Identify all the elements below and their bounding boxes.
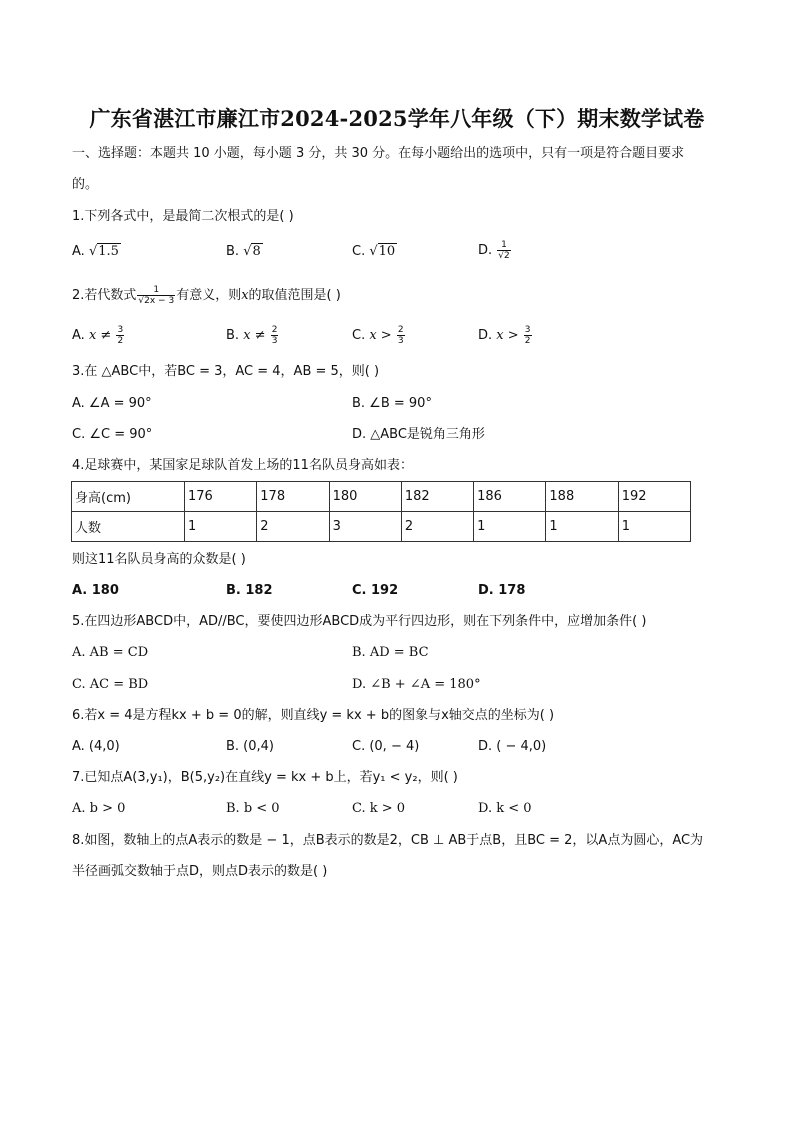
table-cell: 180 [329, 482, 401, 512]
table-cell: 1 [185, 512, 257, 542]
height-table [71, 481, 691, 542]
q5-option-c: C. AC = BD [72, 677, 149, 692]
q7-option-b: B. b < 0 [226, 801, 280, 816]
q1-option-a [72, 244, 121, 260]
fraction: $\frac{2}{3}$ [271, 325, 278, 346]
option-letter: A. [72, 244, 89, 259]
q3-option-d: D. △ABC是锐角三角形 [352, 427, 485, 442]
q3-option-b: B. ∠B = 90° [352, 396, 432, 411]
q2-option-d: D. x > $\frac{3}{2}$ [478, 325, 531, 346]
q6-option-a: A. (4,0) [72, 739, 120, 754]
q4-option-b: B. 182 [226, 583, 273, 598]
q4-option-c: C. 192 [352, 583, 399, 598]
q6-option-b: B. (0,4) [226, 739, 275, 754]
table-cell: 182 [401, 482, 473, 512]
fraction: $\frac{3}{2}$ [117, 325, 124, 346]
sqrt-expression: √10 [369, 244, 396, 259]
option-letter: B. [226, 244, 244, 259]
sqrt-expression: √8 [243, 244, 261, 259]
q2-option-a: A. x ≠ $\frac{3}{2}$ [72, 325, 124, 346]
q6-stem: 6.若x = 4是方程kx + b = 0的解，则直线y = kx + b的图象与x轴交点的坐标为( ) [72, 708, 555, 723]
q7-stem: 7.已知点A(3,y₁)，B(5,y₂)在直线y = kx + b上，若y₁ < y₂，则( ) [72, 770, 458, 785]
q1-option-b [226, 244, 263, 260]
fraction: $\frac{3}{2}$ [524, 325, 531, 346]
table-cell: 身高(cm) [72, 482, 185, 512]
q8-stem: 8.如图，数轴上的点A表示的数是 − 1，点B表示的数是2，CB ⊥ AB于点B，且BC = 2，以A点为圆心，AC为 [72, 833, 704, 848]
section-heading: 一、选择题：本题共 10 小题，每小题 3 分，共 30 分。在每小题给出的选项中，只有一项是符合题目要求 [72, 146, 685, 161]
table-cell: 178 [257, 482, 329, 512]
q2-option-b: B. x ≠ $\frac{2}{3}$ [226, 325, 278, 346]
q7-option-d: D. k < 0 [478, 801, 532, 816]
q5-option-a: A. AB = CD [72, 645, 149, 660]
q1-option-d [478, 240, 512, 261]
table-cell: 188 [546, 482, 618, 512]
option-letter: D. [478, 243, 497, 258]
table-cell: 186 [474, 482, 546, 512]
table-cell: 176 [185, 482, 257, 512]
q6-option-c: C. (0, − 4) [352, 739, 420, 754]
q6-option-d: D. ( − 4,0) [478, 739, 547, 754]
q1-stem: 1.下列各式中，是最简二次根式的是( ) [72, 209, 294, 224]
q1-option-c [352, 244, 397, 260]
q4-option-a: A. 180 [72, 583, 119, 598]
table-row [72, 512, 691, 542]
q4-option-d: D. 178 [478, 583, 526, 598]
radicand: 8 [252, 244, 261, 259]
table-cell: 2 [401, 512, 473, 542]
page-title: 广东省湛江市廉江市2024-2025学年八年级（下）期末数学试卷 [89, 106, 705, 131]
table-cell: 人数 [72, 512, 185, 542]
table-cell: 3 [329, 512, 401, 542]
q7-option-c: C. k > 0 [352, 801, 406, 816]
table-cell: 1 [474, 512, 546, 542]
table-cell: 2 [257, 512, 329, 542]
radicand: 10 [378, 244, 396, 259]
section-heading-cont: 的。 [72, 177, 99, 192]
fraction: $\frac{2}{3}$ [397, 325, 404, 346]
q2-option-c: C. x > $\frac{2}{3}$ [352, 325, 404, 346]
table-row [72, 482, 691, 512]
q4-question: 则这11名队员身高的众数是( ) [72, 552, 246, 567]
option-letter: C. [352, 244, 370, 259]
q7-option-a: A. b > 0 [72, 801, 126, 816]
q3-stem: 3.在 △ABC中，若BC = 3，AC = 4，AB = 5，则( ) [72, 364, 380, 379]
table-cell: 1 [546, 512, 618, 542]
fraction: $\frac{1}{√2x - 3}$ [138, 285, 175, 306]
q5-option-d: D. ∠B + ∠A = 180° [352, 677, 481, 692]
table-cell: 1 [618, 512, 690, 542]
q2-stem: 2.若代数式 $\frac{1}{√2x - 3}$ 有意义，则x的取值范围是( ) [72, 285, 341, 306]
q4-stem: 4.足球赛中，某国家足球队首发上场的11名队员身高如表： [72, 458, 413, 473]
sqrt-expression: √1.5 [88, 244, 119, 259]
q3-option-c: C. ∠C = 90° [72, 427, 153, 442]
radicand: 1.5 [98, 244, 119, 259]
q5-stem: 5.在四边形ABCD中，AD//BC，要使四边形ABCD成为平行四边形，则在下列条件中，应增加条件( ) [72, 614, 647, 629]
table-cell: 192 [618, 482, 690, 512]
q5-option-b: B. AD = BC [352, 645, 429, 660]
q3-option-a: A. ∠A = 90° [72, 396, 152, 411]
q8-stem-cont: 半径画弧交数轴于点D，则点D表示的数是( ) [72, 864, 328, 879]
fraction: $\frac{1}{√2}$ [498, 240, 510, 261]
